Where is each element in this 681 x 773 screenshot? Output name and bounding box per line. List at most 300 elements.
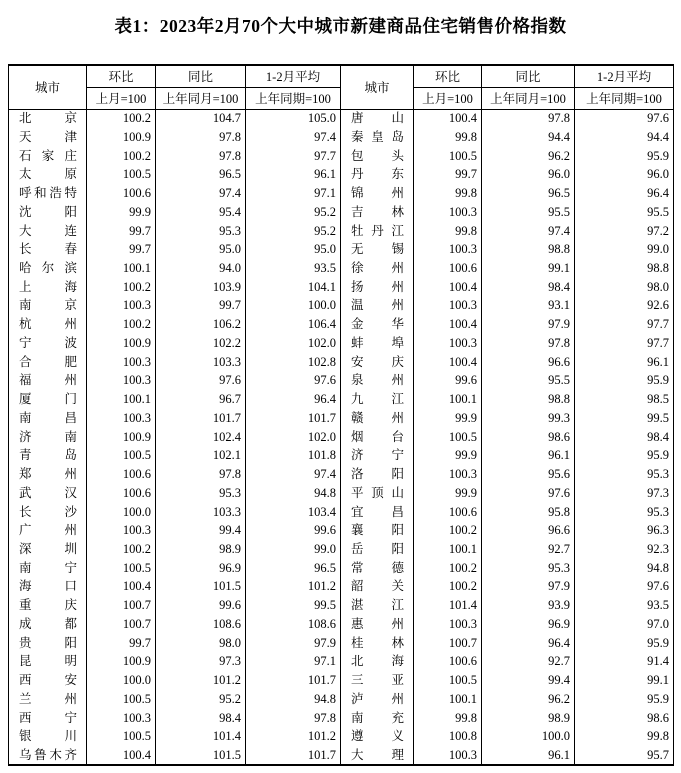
- city-name: 牡 丹 江: [351, 223, 404, 238]
- yoy-value: 100.0: [482, 727, 575, 746]
- city-cell: [341, 353, 414, 372]
- table-row: [9, 577, 674, 596]
- mom-value: 100.5: [87, 165, 156, 184]
- city-cell: [9, 184, 87, 203]
- table-row: [9, 203, 674, 222]
- avg-value: 97.7: [575, 315, 674, 334]
- avg-value: 102.8: [246, 353, 341, 372]
- mom-value: 100.1: [414, 390, 482, 409]
- table-row: [9, 540, 674, 559]
- yoy-value: 99.7: [156, 296, 246, 315]
- yoy-value: 103.9: [156, 278, 246, 297]
- table-row: [9, 278, 674, 297]
- table-row: [9, 240, 674, 259]
- city-name: 秦 皇 岛: [351, 129, 404, 144]
- yoy-value: 95.5: [482, 203, 575, 222]
- price-index-table: [8, 64, 674, 766]
- city-name: 襄 阳: [351, 523, 404, 538]
- city-name: 惠 州: [351, 616, 404, 631]
- mom-value: 100.3: [87, 409, 156, 428]
- header-yoy-right: 同比: [482, 65, 575, 87]
- yoy-value: 92.7: [482, 540, 575, 559]
- avg-value: 98.4: [575, 427, 674, 446]
- city-cell: [341, 465, 414, 484]
- city-name: 济 南: [19, 429, 77, 444]
- mom-value: 100.5: [87, 690, 156, 709]
- table-row: [9, 484, 674, 503]
- mom-value: 100.6: [87, 484, 156, 503]
- avg-value: 95.9: [575, 634, 674, 653]
- avg-value: 99.6: [246, 521, 341, 540]
- yoy-value: 96.6: [482, 353, 575, 372]
- yoy-value: 93.9: [482, 596, 575, 615]
- avg-value: 98.5: [575, 390, 674, 409]
- avg-value: 97.7: [575, 334, 674, 353]
- mom-value: 100.5: [87, 559, 156, 578]
- table-row: [9, 371, 674, 390]
- city-cell: [9, 615, 87, 634]
- table-row: [9, 446, 674, 465]
- yoy-value: 96.2: [482, 146, 575, 165]
- city-name: 丹 东: [351, 167, 404, 182]
- mom-value: 100.4: [87, 577, 156, 596]
- table-row: [9, 521, 674, 540]
- avg-value: 96.0: [575, 165, 674, 184]
- table-row: [9, 652, 674, 671]
- avg-value: 97.7: [246, 146, 341, 165]
- table-row: [9, 615, 674, 634]
- mom-value: 100.6: [87, 465, 156, 484]
- city-name: 武 汉: [19, 485, 77, 500]
- table-row: [9, 502, 674, 521]
- city-name: 安 庆: [351, 354, 404, 369]
- city-name: 重 庆: [19, 598, 77, 613]
- table-row: [9, 559, 674, 578]
- city-name: 乌 鲁 木 齐: [19, 747, 77, 762]
- avg-value: 98.8: [575, 259, 674, 278]
- avg-value: 94.8: [246, 484, 341, 503]
- table-row: [9, 690, 674, 709]
- avg-value: 99.8: [575, 727, 674, 746]
- city-name: 杭 州: [19, 317, 77, 332]
- avg-value: 95.2: [246, 203, 341, 222]
- yoy-value: 94.4: [482, 128, 575, 147]
- city-name: 福 州: [19, 373, 77, 388]
- city-name: 郑 州: [19, 467, 77, 482]
- city-name: 韶 关: [351, 579, 404, 594]
- yoy-value: 98.4: [482, 278, 575, 297]
- yoy-value: 96.7: [156, 390, 246, 409]
- yoy-value: 96.1: [482, 746, 575, 765]
- city-name: 吉 林: [351, 204, 404, 219]
- mom-value: 100.3: [87, 709, 156, 728]
- city-cell: [9, 371, 87, 390]
- avg-value: 94.4: [575, 128, 674, 147]
- city-cell: [9, 577, 87, 596]
- avg-value: 99.0: [575, 240, 674, 259]
- city-cell: [341, 615, 414, 634]
- yoy-value: 98.8: [482, 390, 575, 409]
- avg-value: 102.0: [246, 427, 341, 446]
- city-name: 平 顶 山: [351, 485, 404, 500]
- city-name: 西 安: [19, 673, 77, 688]
- yoy-value: 97.6: [156, 371, 246, 390]
- mom-value: 100.1: [414, 540, 482, 559]
- city-name: 泉 州: [351, 373, 404, 388]
- avg-value: 95.2: [246, 221, 341, 240]
- city-cell: [341, 409, 414, 428]
- city-cell: [341, 165, 414, 184]
- city-cell: [341, 502, 414, 521]
- avg-value: 96.1: [246, 165, 341, 184]
- avg-value: 94.8: [575, 559, 674, 578]
- mom-value: 100.5: [87, 446, 156, 465]
- mom-value: 100.2: [87, 146, 156, 165]
- mom-value: 99.6: [414, 371, 482, 390]
- avg-value: 94.8: [246, 690, 341, 709]
- city-cell: [9, 165, 87, 184]
- city-name: 九 江: [351, 392, 404, 407]
- avg-value: 105.0: [246, 109, 341, 128]
- city-name: 蚌 埠: [351, 335, 404, 350]
- avg-value: 95.9: [575, 371, 674, 390]
- city-cell: [9, 278, 87, 297]
- city-name: 无 锡: [351, 242, 404, 257]
- city-cell: [9, 540, 87, 559]
- city-name: 长 沙: [19, 504, 77, 519]
- city-name: 湛 江: [351, 598, 404, 613]
- table-row: [9, 184, 674, 203]
- mom-value: 100.4: [414, 278, 482, 297]
- mom-value: 100.2: [87, 278, 156, 297]
- table-row: [9, 315, 674, 334]
- city-cell: [341, 240, 414, 259]
- city-name: 泸 州: [351, 691, 404, 706]
- header-mom-left: 环比: [87, 65, 156, 87]
- city-cell: [9, 446, 87, 465]
- mom-value: 100.4: [414, 353, 482, 372]
- city-cell: [9, 427, 87, 446]
- city-name: 长 春: [19, 242, 77, 257]
- city-cell: [341, 334, 414, 353]
- header-yoy-left: 同比: [156, 65, 246, 87]
- city-cell: [341, 259, 414, 278]
- yoy-value: 99.3: [482, 409, 575, 428]
- city-cell: [9, 390, 87, 409]
- city-cell: [341, 690, 414, 709]
- mom-value: 100.7: [87, 615, 156, 634]
- city-cell: [9, 221, 87, 240]
- yoy-value: 97.9: [482, 577, 575, 596]
- avg-value: 93.5: [246, 259, 341, 278]
- city-name: 青 岛: [19, 448, 77, 463]
- mom-value: 100.6: [414, 502, 482, 521]
- header-row-main: [9, 65, 674, 87]
- mom-value: 100.3: [414, 240, 482, 259]
- yoy-value: 97.8: [156, 146, 246, 165]
- city-name: 天 津: [19, 129, 77, 144]
- avg-value: 103.4: [246, 502, 341, 521]
- yoy-value: 96.2: [482, 690, 575, 709]
- avg-value: 102.0: [246, 334, 341, 353]
- yoy-value: 97.8: [156, 465, 246, 484]
- city-cell: [9, 727, 87, 746]
- yoy-value: 96.0: [482, 165, 575, 184]
- mom-value: 100.7: [414, 634, 482, 653]
- avg-value: 99.0: [246, 540, 341, 559]
- city-name: 银 川: [19, 729, 77, 744]
- city-name: 烟 台: [351, 429, 404, 444]
- yoy-value: 97.8: [482, 109, 575, 128]
- city-name: 广 州: [19, 523, 77, 538]
- city-name: 赣 州: [351, 410, 404, 425]
- mom-value: 100.4: [87, 746, 156, 765]
- mom-value: 100.5: [87, 727, 156, 746]
- avg-value: 101.7: [246, 409, 341, 428]
- city-name: 深 圳: [19, 542, 77, 556]
- city-name: 上 海: [19, 279, 77, 294]
- city-name: 三 亚: [351, 673, 404, 688]
- mom-value: 99.7: [87, 634, 156, 653]
- yoy-value: 96.6: [482, 521, 575, 540]
- yoy-value: 95.5: [482, 371, 575, 390]
- city-name: 南 京: [19, 298, 77, 313]
- city-name: 兰 州: [19, 691, 77, 706]
- yoy-value: 92.7: [482, 652, 575, 671]
- city-name: 扬 州: [351, 279, 404, 294]
- avg-value: 97.1: [246, 184, 341, 203]
- mom-value: 100.5: [414, 671, 482, 690]
- yoy-value: 95.3: [156, 221, 246, 240]
- city-cell: [9, 671, 87, 690]
- mom-value: 100.1: [414, 690, 482, 709]
- city-name: 厦 门: [19, 392, 77, 407]
- mom-value: 100.4: [414, 315, 482, 334]
- city-cell: [9, 203, 87, 222]
- city-name: 宁 波: [19, 335, 77, 350]
- city-cell: [9, 353, 87, 372]
- yoy-value: 97.8: [482, 334, 575, 353]
- yoy-value: 98.0: [156, 634, 246, 653]
- mom-value: 99.8: [414, 221, 482, 240]
- mom-value: 100.4: [414, 109, 482, 128]
- city-name: 包 头: [351, 148, 404, 163]
- city-name: 锦 州: [351, 186, 404, 201]
- city-name: 呼 和 浩 特: [19, 186, 77, 201]
- avg-value: 104.1: [246, 278, 341, 297]
- yoy-value: 97.4: [156, 184, 246, 203]
- header-city-left: 城市: [9, 65, 87, 109]
- mom-value: 100.3: [87, 521, 156, 540]
- mom-value: 100.3: [414, 746, 482, 765]
- avg-value: 101.8: [246, 446, 341, 465]
- yoy-value: 102.1: [156, 446, 246, 465]
- avg-value: 92.3: [575, 540, 674, 559]
- avg-value: 95.9: [575, 446, 674, 465]
- city-cell: [341, 146, 414, 165]
- city-cell: [9, 652, 87, 671]
- avg-value: 93.5: [575, 596, 674, 615]
- yoy-value: 99.1: [482, 259, 575, 278]
- avg-value: 99.5: [246, 596, 341, 615]
- mom-value: 100.5: [414, 146, 482, 165]
- city-cell: [9, 128, 87, 147]
- city-name: 桂 林: [351, 635, 404, 650]
- city-name: 遵 义: [351, 729, 404, 744]
- table-row: [9, 109, 674, 128]
- avg-value: 97.6: [575, 109, 674, 128]
- mom-value: 100.3: [414, 615, 482, 634]
- mom-value: 99.7: [87, 240, 156, 259]
- city-cell: [9, 296, 87, 315]
- city-cell: [9, 334, 87, 353]
- city-cell: [341, 128, 414, 147]
- yoy-value: 95.6: [482, 465, 575, 484]
- city-name: 大 理: [351, 747, 404, 762]
- city-name: 北 海: [351, 654, 404, 669]
- city-cell: [9, 690, 87, 709]
- city-cell: [9, 259, 87, 278]
- table-row: [9, 727, 674, 746]
- mom-value: 99.8: [414, 128, 482, 147]
- yoy-value: 93.1: [482, 296, 575, 315]
- city-cell: [341, 577, 414, 596]
- city-cell: [341, 390, 414, 409]
- mom-value: 100.9: [87, 427, 156, 446]
- table-row: [9, 634, 674, 653]
- yoy-value: 96.5: [156, 165, 246, 184]
- yoy-value: 96.9: [156, 559, 246, 578]
- table-row: [9, 427, 674, 446]
- header-avg-right: 1-2月平均: [575, 65, 674, 87]
- city-cell: [341, 221, 414, 240]
- avg-value: 91.4: [575, 652, 674, 671]
- header-mom-base-left: 上月=100: [87, 87, 156, 109]
- table-body: [9, 109, 674, 765]
- city-name: 南 充: [351, 710, 404, 725]
- header-avg-left: 1-2月平均: [246, 65, 341, 87]
- avg-value: 97.8: [246, 709, 341, 728]
- city-cell: [9, 634, 87, 653]
- mom-value: 100.2: [87, 109, 156, 128]
- city-cell: [341, 371, 414, 390]
- avg-value: 97.1: [246, 652, 341, 671]
- mom-value: 99.7: [414, 165, 482, 184]
- yoy-value: 99.4: [482, 671, 575, 690]
- table-row: [9, 221, 674, 240]
- city-cell: [9, 409, 87, 428]
- avg-value: 97.9: [246, 634, 341, 653]
- avg-value: 95.9: [575, 690, 674, 709]
- avg-value: 97.0: [575, 615, 674, 634]
- city-name: 温 州: [351, 298, 404, 313]
- header-city-right: 城市: [341, 65, 414, 109]
- city-name: 大 连: [19, 223, 77, 238]
- avg-value: 95.3: [575, 465, 674, 484]
- mom-value: 100.0: [87, 671, 156, 690]
- mom-value: 100.3: [414, 296, 482, 315]
- avg-value: 101.7: [246, 746, 341, 765]
- yoy-value: 97.6: [482, 484, 575, 503]
- yoy-value: 96.9: [482, 615, 575, 634]
- mom-value: 99.9: [414, 409, 482, 428]
- avg-value: 95.0: [246, 240, 341, 259]
- mom-value: 100.6: [87, 184, 156, 203]
- yoy-value: 101.7: [156, 409, 246, 428]
- city-name: 太 原: [19, 167, 77, 182]
- city-name: 南 宁: [19, 560, 77, 575]
- avg-value: 96.1: [575, 353, 674, 372]
- city-cell: [9, 521, 87, 540]
- avg-value: 99.1: [575, 671, 674, 690]
- mom-value: 100.1: [87, 259, 156, 278]
- city-cell: [341, 109, 414, 128]
- table-row: [9, 259, 674, 278]
- avg-value: 101.2: [246, 577, 341, 596]
- avg-value: 99.5: [575, 409, 674, 428]
- yoy-value: 98.8: [482, 240, 575, 259]
- yoy-value: 96.1: [482, 446, 575, 465]
- mom-value: 100.3: [414, 203, 482, 222]
- header-yoy-base-left: 上年同月=100: [156, 87, 246, 109]
- city-cell: [341, 746, 414, 765]
- avg-value: 101.7: [246, 671, 341, 690]
- mom-value: 100.2: [87, 315, 156, 334]
- mom-value: 99.9: [87, 203, 156, 222]
- mom-value: 100.2: [414, 577, 482, 596]
- city-name: 济 宁: [351, 448, 404, 463]
- city-cell: [341, 540, 414, 559]
- yoy-value: 98.9: [482, 709, 575, 728]
- mom-value: 100.9: [87, 334, 156, 353]
- city-cell: [9, 240, 87, 259]
- city-cell: [9, 559, 87, 578]
- yoy-value: 97.9: [482, 315, 575, 334]
- yoy-value: 98.6: [482, 427, 575, 446]
- city-name: 岳 阳: [351, 542, 404, 556]
- mom-value: 100.2: [414, 559, 482, 578]
- table-row: [9, 390, 674, 409]
- mom-value: 100.7: [87, 596, 156, 615]
- avg-value: 95.3: [575, 502, 674, 521]
- mom-value: 99.9: [414, 446, 482, 465]
- city-cell: [341, 521, 414, 540]
- city-cell: [9, 109, 87, 128]
- table-row: [9, 296, 674, 315]
- city-cell: [341, 427, 414, 446]
- avg-value: 95.9: [575, 146, 674, 165]
- avg-value: 96.3: [575, 521, 674, 540]
- city-cell: [9, 502, 87, 521]
- avg-value: 96.4: [246, 390, 341, 409]
- city-name: 北 京: [19, 111, 77, 126]
- city-name: 洛 阳: [351, 467, 404, 482]
- table-row: [9, 334, 674, 353]
- yoy-value: 99.6: [156, 596, 246, 615]
- avg-value: 95.5: [575, 203, 674, 222]
- city-cell: [341, 278, 414, 297]
- yoy-value: 108.6: [156, 615, 246, 634]
- city-name: 沈 阳: [19, 204, 77, 219]
- header-avg-base-right: 上年同期=100: [575, 87, 674, 109]
- yoy-value: 98.9: [156, 540, 246, 559]
- table-row: [9, 465, 674, 484]
- city-cell: [9, 596, 87, 615]
- city-name: 哈 尔 滨: [19, 260, 77, 275]
- mom-value: 100.8: [414, 727, 482, 746]
- avg-value: 97.6: [575, 577, 674, 596]
- table-row: [9, 353, 674, 372]
